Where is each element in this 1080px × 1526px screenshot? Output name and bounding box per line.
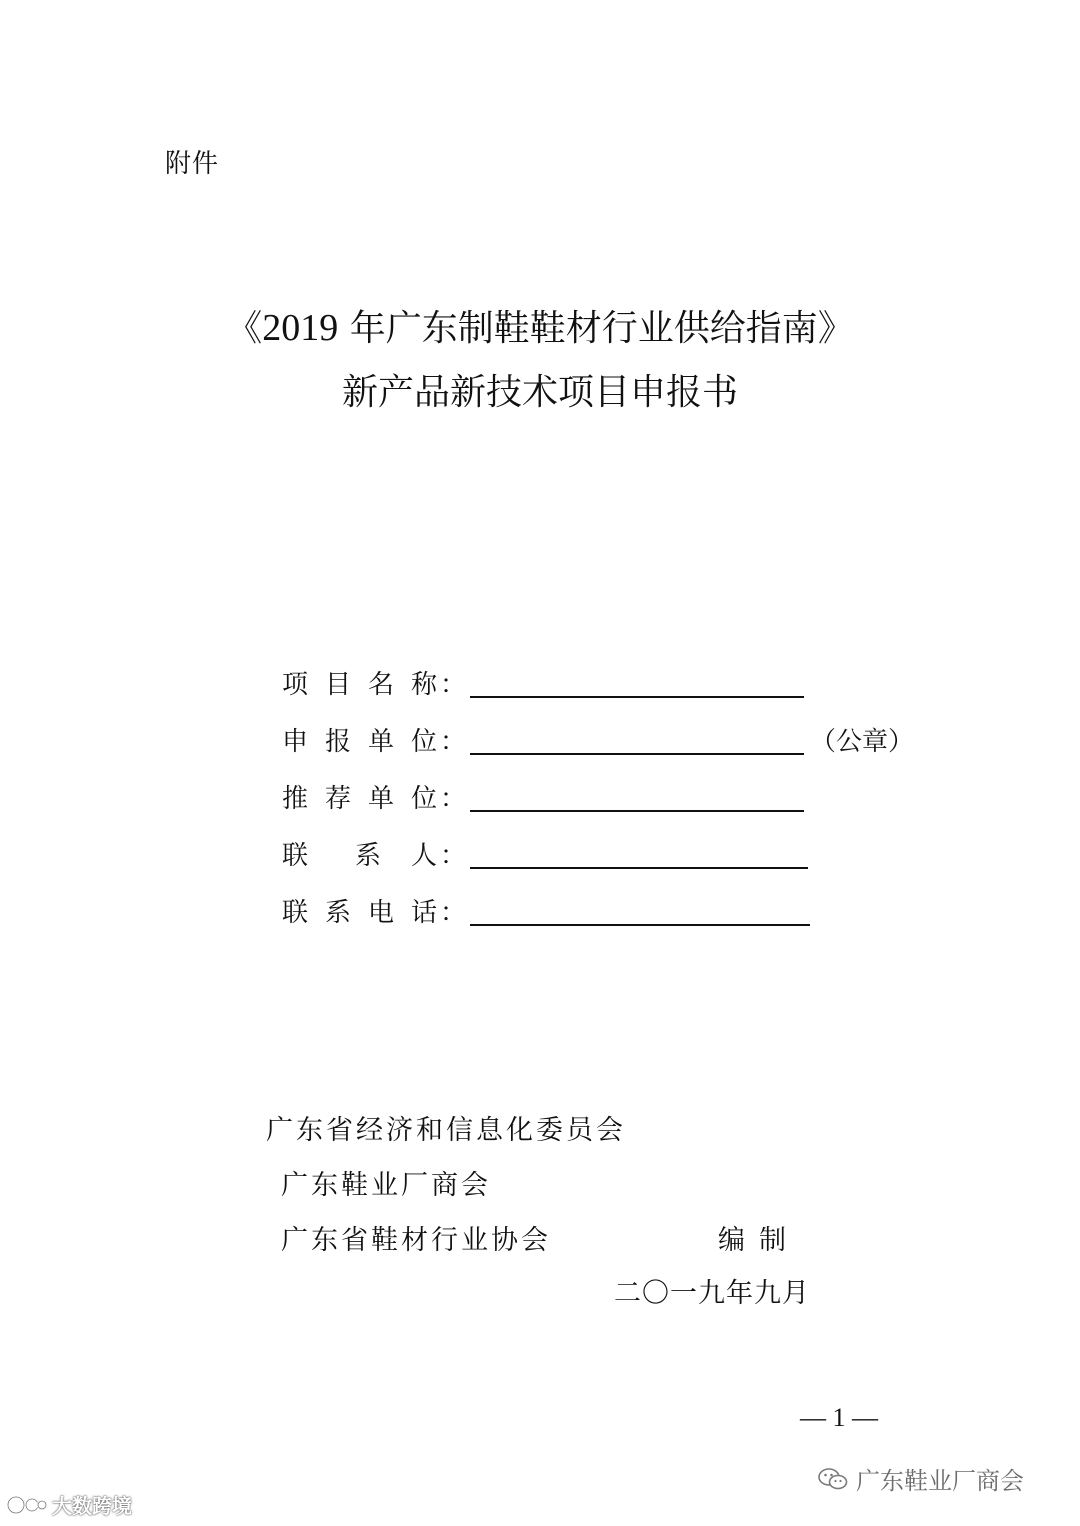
phone-field[interactable] — [470, 924, 810, 926]
form-colon: ： — [440, 670, 467, 700]
label-char: 称 — [411, 670, 438, 700]
watermark-right-text: 广东鞋业厂商会 — [856, 1467, 1024, 1495]
form-label-phone — [282, 892, 457, 929]
label-char: 联 — [282, 841, 309, 871]
label-char: 报 — [325, 727, 352, 757]
compiled-label — [718, 1218, 786, 1257]
watermark-right — [818, 1461, 1024, 1496]
document-title-line-2: 新产品新技术项目申报书 — [341, 372, 738, 413]
document-title-line-1 — [0, 300, 1080, 351]
applicant-field[interactable] — [470, 753, 804, 755]
organization-3: 广东省鞋材行业协会 — [281, 1225, 551, 1256]
official-seal-note: （公章） — [810, 727, 915, 757]
form-colon: ： — [440, 727, 467, 757]
form-colon: ： — [440, 841, 467, 871]
label-char: 申 — [282, 727, 309, 757]
compiled-char: 制 — [759, 1225, 786, 1256]
form-colon: ： — [440, 898, 467, 928]
label-char: 位 — [411, 784, 438, 814]
form-label-contact — [282, 835, 457, 872]
wechat-icon — [818, 1467, 848, 1491]
label-char: 项 — [282, 670, 309, 700]
label-char: 系 — [354, 841, 381, 871]
title-text: 年广东制鞋鞋材行业供给指南》 — [338, 308, 854, 349]
attachment-label: 附件 — [165, 149, 220, 179]
contact-field[interactable] — [470, 867, 808, 869]
project-name-field[interactable] — [470, 696, 804, 698]
watermark-left — [6, 1490, 132, 1519]
title-open-bracket: 《 — [226, 308, 263, 349]
form-label-recommender — [282, 778, 457, 815]
title-year: 2019 — [262, 307, 339, 349]
watermark-left-text: 大数跨境 — [52, 1494, 132, 1518]
form-label-project-name — [282, 664, 457, 701]
form-colon: ： — [440, 784, 467, 814]
label-char: 联 — [282, 898, 309, 928]
label-char: 电 — [368, 898, 395, 928]
brand-logo-icon — [6, 1494, 48, 1516]
recommender-field[interactable] — [470, 810, 804, 812]
label-char: 话 — [411, 898, 438, 928]
label-char: 目 — [325, 670, 352, 700]
issue-date: 二〇一九年九月 — [614, 1278, 810, 1309]
label-char: 荐 — [325, 784, 352, 814]
label-char: 单 — [368, 784, 395, 814]
label-char: 系 — [325, 898, 352, 928]
organization-1: 广东省经济和信息化委员会 — [266, 1115, 626, 1146]
label-char: 名 — [368, 670, 395, 700]
label-char: 位 — [411, 727, 438, 757]
compiled-char: 编 — [718, 1225, 745, 1256]
page-number: — 1 — — [800, 1403, 878, 1432]
label-char: 推 — [282, 784, 309, 814]
form-label-applicant — [282, 721, 457, 758]
label-char: 人 — [411, 841, 438, 871]
label-char: 单 — [368, 727, 395, 757]
organization-2: 广东鞋业厂商会 — [281, 1170, 491, 1201]
